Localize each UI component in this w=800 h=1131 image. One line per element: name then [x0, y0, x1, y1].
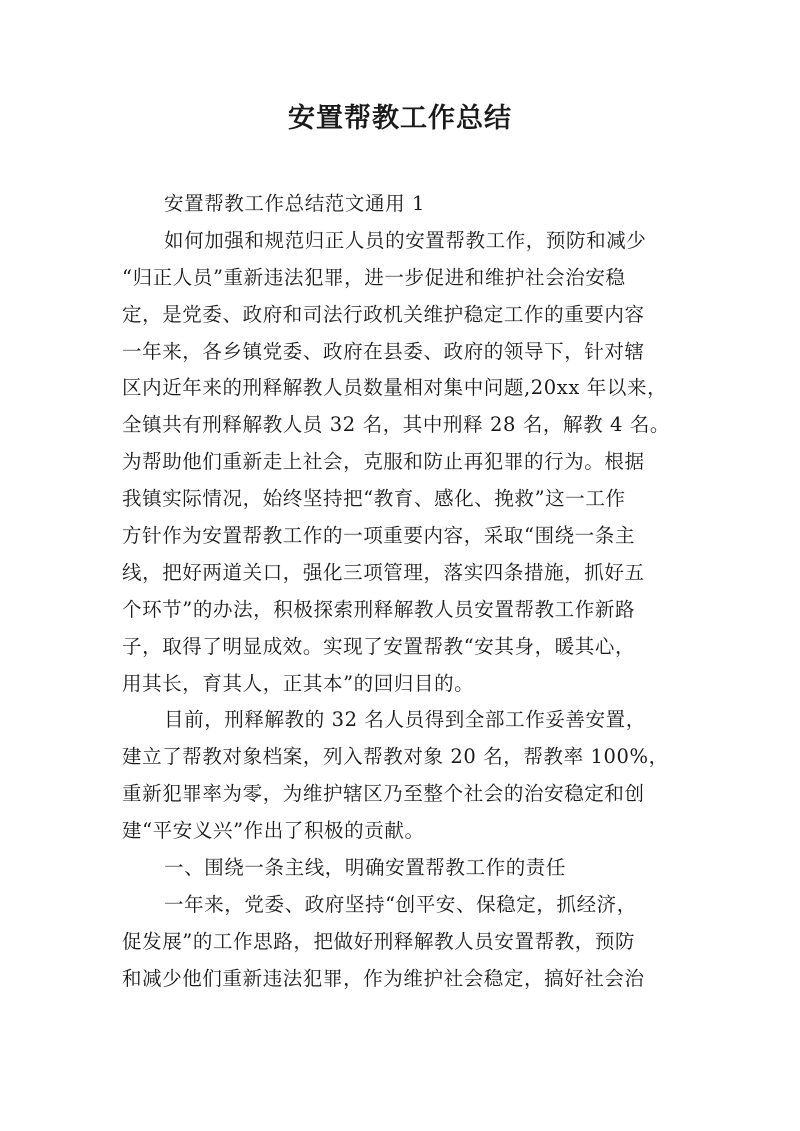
paragraph-line: 方针作为安置帮教工作的一项重要内容，采取“围绕一条主: [122, 524, 636, 548]
paragraph-line: 定，是党委、政府和司法行政机关维护稳定工作的重要内容: [122, 302, 645, 326]
paragraph-line: 全镇共有刑释解教人员 32 名，其中刑释 28 名，解教 4 名。: [122, 413, 671, 437]
paragraph-line: 个环节”的办法，积极探索刑释解教人员安置帮教工作新路: [122, 597, 636, 621]
paragraph-line: 我镇实际情况，始终坚持把“教育、感化、挽救”这一工作: [122, 487, 626, 511]
paragraph-line: “归正人员”重新违法犯罪，进一步促进和维护社会治安稳: [122, 265, 626, 289]
paragraph-line: 促发展”的工作思路，把做好刑释解教人员安置帮教，预防: [122, 929, 636, 953]
paragraph-line: 一年来，党委、政府坚持“创平安、保稳定，抓经济，: [164, 892, 637, 916]
paragraph-line: 和减少他们重新违法犯罪，作为维护社会稳定，搞好社会治: [122, 966, 645, 990]
section-heading: 一、围绕一条主线，明确安置帮教工作的责任: [164, 856, 567, 880]
document-title: 安置帮教工作总结: [288, 103, 512, 134]
paragraph-line: 目前，刑释解教的 32 名人员得到全部工作妥善安置，: [164, 708, 646, 732]
section-heading: 安置帮教工作总结范文通用 1: [164, 192, 426, 215]
paragraph-line: 子，取得了明显成效。实现了安置帮教“安其身，暖其心，: [122, 634, 636, 658]
paragraph-line: 线，把好两道关口，强化三项管理，落实四条措施，抓好五: [122, 560, 645, 584]
paragraph-line: 区内近年来的刑释解教人员数量相对集中问题,20xx 年以来，: [122, 376, 668, 400]
paragraph-line: 为帮助他们重新走上社会，克服和防止再犯罪的行为。根据: [122, 450, 645, 474]
paragraph-line: 一年来，各乡镇党委、政府在县委、政府的领导下，针对辖: [122, 339, 645, 363]
paragraph-line: 建“平安义兴”作出了积极的贡献。: [122, 819, 425, 843]
paragraph-line: 建立了帮教对象档案，列入帮教对象 20 名，帮教率 100%，: [122, 745, 669, 769]
document-body: [122, 186, 690, 998]
paragraph-line: 如何加强和规范归正人员的安置帮教工作，预防和减少: [164, 228, 647, 252]
paragraph-line: 重新犯罪率为零，为维护辖区乃至整个社会的治安稳定和创: [122, 782, 645, 806]
paragraph-line: 用其长，育其人，正其本”的回归目的。: [122, 671, 475, 695]
